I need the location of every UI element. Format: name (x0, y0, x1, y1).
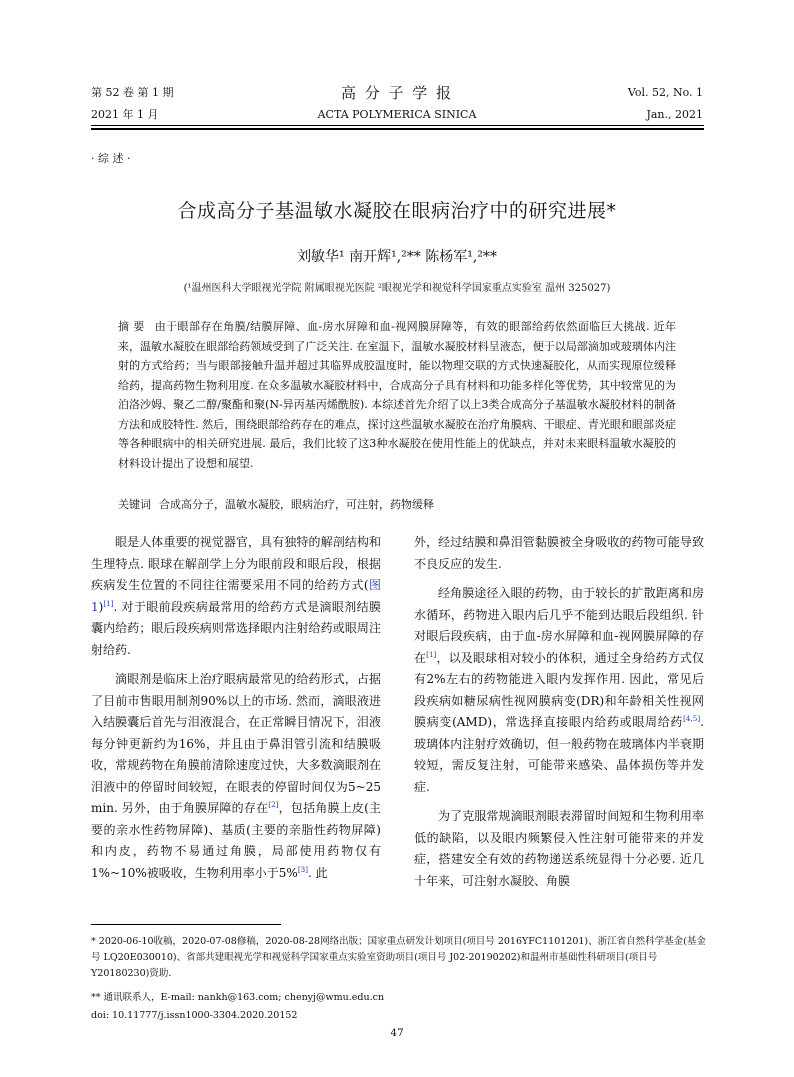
section-tag: · 综 述 · (91, 152, 131, 165)
footnote-funding: * 2020-06-10收稿，2020-07-08修稿，2020-08-28网络出版；国家重点研发计划项目(项目号 2016YFC1101201)、浙江省自然科学基金(基金号 LQ20E030010)、省部共建眼视光学和视觉科学国家重点实验室资助项目(项目号 J02-20190202)和温州市基础性科研项目(项目号 Y20180230)资助. (91, 936, 706, 979)
footnote-contact: ** 通讯联系人，E-mail: nankh@163.com; chenyj@wmu.edu.cn (91, 992, 385, 1003)
page-number: 47 (390, 1027, 404, 1039)
citation-link[interactable]: [1] (426, 649, 437, 659)
citation-link[interactable]: [3] (297, 864, 308, 874)
abstract-text: 由于眼部存在角膜/结膜屏障、血-房水屏障和血-视网膜屏障等，有效的眼部给药依然面临巨大挑战. 近年来，温敏水凝胶在眼部给药领域受到了广泛关注. 在室温下，温敏水凝胶材料呈液态，便于以局部滴加或玻璃体内注射的方式给药；当与眼部接触升温并超过其临界成胶温度时，能以物理交联的方式快速凝胶化，从而实现原位缓释给药，提高药物生物利用度. 在众多温敏水凝胶材料中，合成高分子具有材料和功能多样化等优势，其中较常见的为泊洛沙姆、聚乙二醇/聚酯和聚(N-异丙基丙烯酰胺). 本综述首先介绍了以上3类合成高分子基温敏水凝胶材料的制备方法和成胶特性. 然后，围绕眼部给药存在的难点，探讨这些温敏水凝胶在治疗角膜病、干眼症、青光眼和眼部炎症等各种眼病中的相关研究进展. 最后，我们比较了这3种水凝胶在使用性能上的优缺点，并对未来眼科温敏水凝胶的材料设计提出了设想和展望. (118, 320, 676, 470)
header-date-cn: 2021 年 1 月 (91, 108, 159, 121)
keywords-label: 关键词 (118, 498, 151, 511)
figure-link[interactable]: 图1 (91, 578, 381, 614)
paragraph-text: . 此 (308, 865, 328, 880)
paragraph-text: 滴眼剂是临床上治疗眼病最常见的给药形式，占据了目前市售眼用制剂90%以上的市场. 然而，滴眼液进入结膜囊后首先与泪液混合，在正常瞬目情况下，泪液每分钟更新约为16%，并且由于鼻泪管引流和结膜吸收，常规药物在角膜前清除速度过快，大多数滴眼剂在泪液中的停留时间较短，在眼表的停留时间仅为5~25 min. 另外，由于角膜屏障的存在 (91, 672, 381, 815)
paragraph-text: ) (98, 599, 104, 614)
citation-link[interactable]: [4,5] (683, 714, 701, 723)
header-date-en: Jan., 2021 (646, 108, 703, 121)
footnote-rule (91, 924, 281, 925)
paragraph-text: . 对于眼前段疾病最常用的给药方式是滴眼剂结膜囊内给药；眼后段疾病则常选择眼内注射给药或眼周注射给药. (91, 599, 381, 657)
paragraph (414, 806, 704, 892)
paragraph-text: ，以及眼球相对较小的体积，通过全身给药方式仅有2%左右的药物能进入眼内发挥作用. 因此，常见后段疾病如糖尿病性视网膜病变(DR)和年龄相关性视网膜病变(AMD)，常选择直接眼内给药或眼周给药 (414, 650, 704, 729)
header-volume-en: Vol. 52, No. 1 (627, 86, 703, 99)
journal-title-cn: 高 分 子 学 报 (340, 84, 454, 102)
paragraph-text: 为了克服常规滴眼剂眼表滞留时间短和生物利用率低的缺陷，以及眼内频繁侵入性注射可能带来的并发症，搭建安全有效的药物递送系统显得十分必要. 近几十年来，可注射水凝胶、角膜 (414, 809, 704, 888)
body-column-right (414, 532, 704, 892)
journal-title-en: ACTA POLYMERICA SINICA (317, 108, 477, 121)
paragraph-text: 外，经过结膜和鼻泪管黏膜被全身吸收的药物可能导致不良反应的发生. (414, 535, 704, 571)
paragraph-text: ，包括角膜上皮(主要的亲水性药物屏障)、基质(主要的亲脂性药物屏障)和内皮，药物不易通过角膜，局部使用药物仅有1%~10%被吸收，生物利用率小于5% (91, 801, 381, 880)
article-title: 合成高分子基温敏水凝胶在眼病治疗中的研究进展* (177, 200, 617, 222)
affiliation: (¹温州医科大学眼视光学院 附属眼视光医院 ²眼视光学和视觉科学国家重点实验室 温州 325027) (183, 283, 611, 294)
paragraph-text: . 玻璃体内注射疗效确切，但一般药物在玻璃体内半衰期较短，需反复注射，可能带来感染、晶体损伤等并发症. (414, 715, 704, 794)
paragraph (91, 669, 381, 884)
abstract-label: 摘 要 (118, 320, 145, 333)
citation-link[interactable]: [2] (268, 800, 279, 809)
header-rule-thick (91, 128, 704, 130)
paragraph (414, 532, 704, 575)
keywords (118, 497, 676, 513)
body-column-left (91, 532, 381, 884)
header-rule-thin (91, 125, 704, 126)
author-list: 刘敏华¹ 南开辉¹,²** 陈杨军¹,²** (297, 249, 497, 265)
keywords-text: 合成高分子，温敏水凝胶，眼病治疗，可注射，药物缓释 (159, 498, 434, 511)
paragraph-text: 眼是人体重要的视觉器官，具有独特的解剖结构和生理特点. 眼球在解剖学上分为眼前段和眼后段，根据疾病发生位置的不同往往需要采用不同的给药方式( (91, 535, 381, 592)
header-volume-cn: 第 52 卷 第 1 期 (91, 86, 174, 99)
citation-link[interactable]: [1] (103, 598, 114, 608)
footnote-doi: doi: 10.11777/j.issn1000-3304.2020.20152 (91, 1010, 298, 1021)
abstract (118, 317, 676, 473)
paragraph (91, 532, 381, 661)
paragraph (414, 583, 704, 798)
paragraph-text: 经角膜途径入眼的药物，由于较长的扩散距离和房水循环，药物进入眼内后几乎不能到达眼后段组织. 针对眼后段疾病，由于血-房水屏障和血-视网膜屏障的存在 (414, 586, 704, 665)
